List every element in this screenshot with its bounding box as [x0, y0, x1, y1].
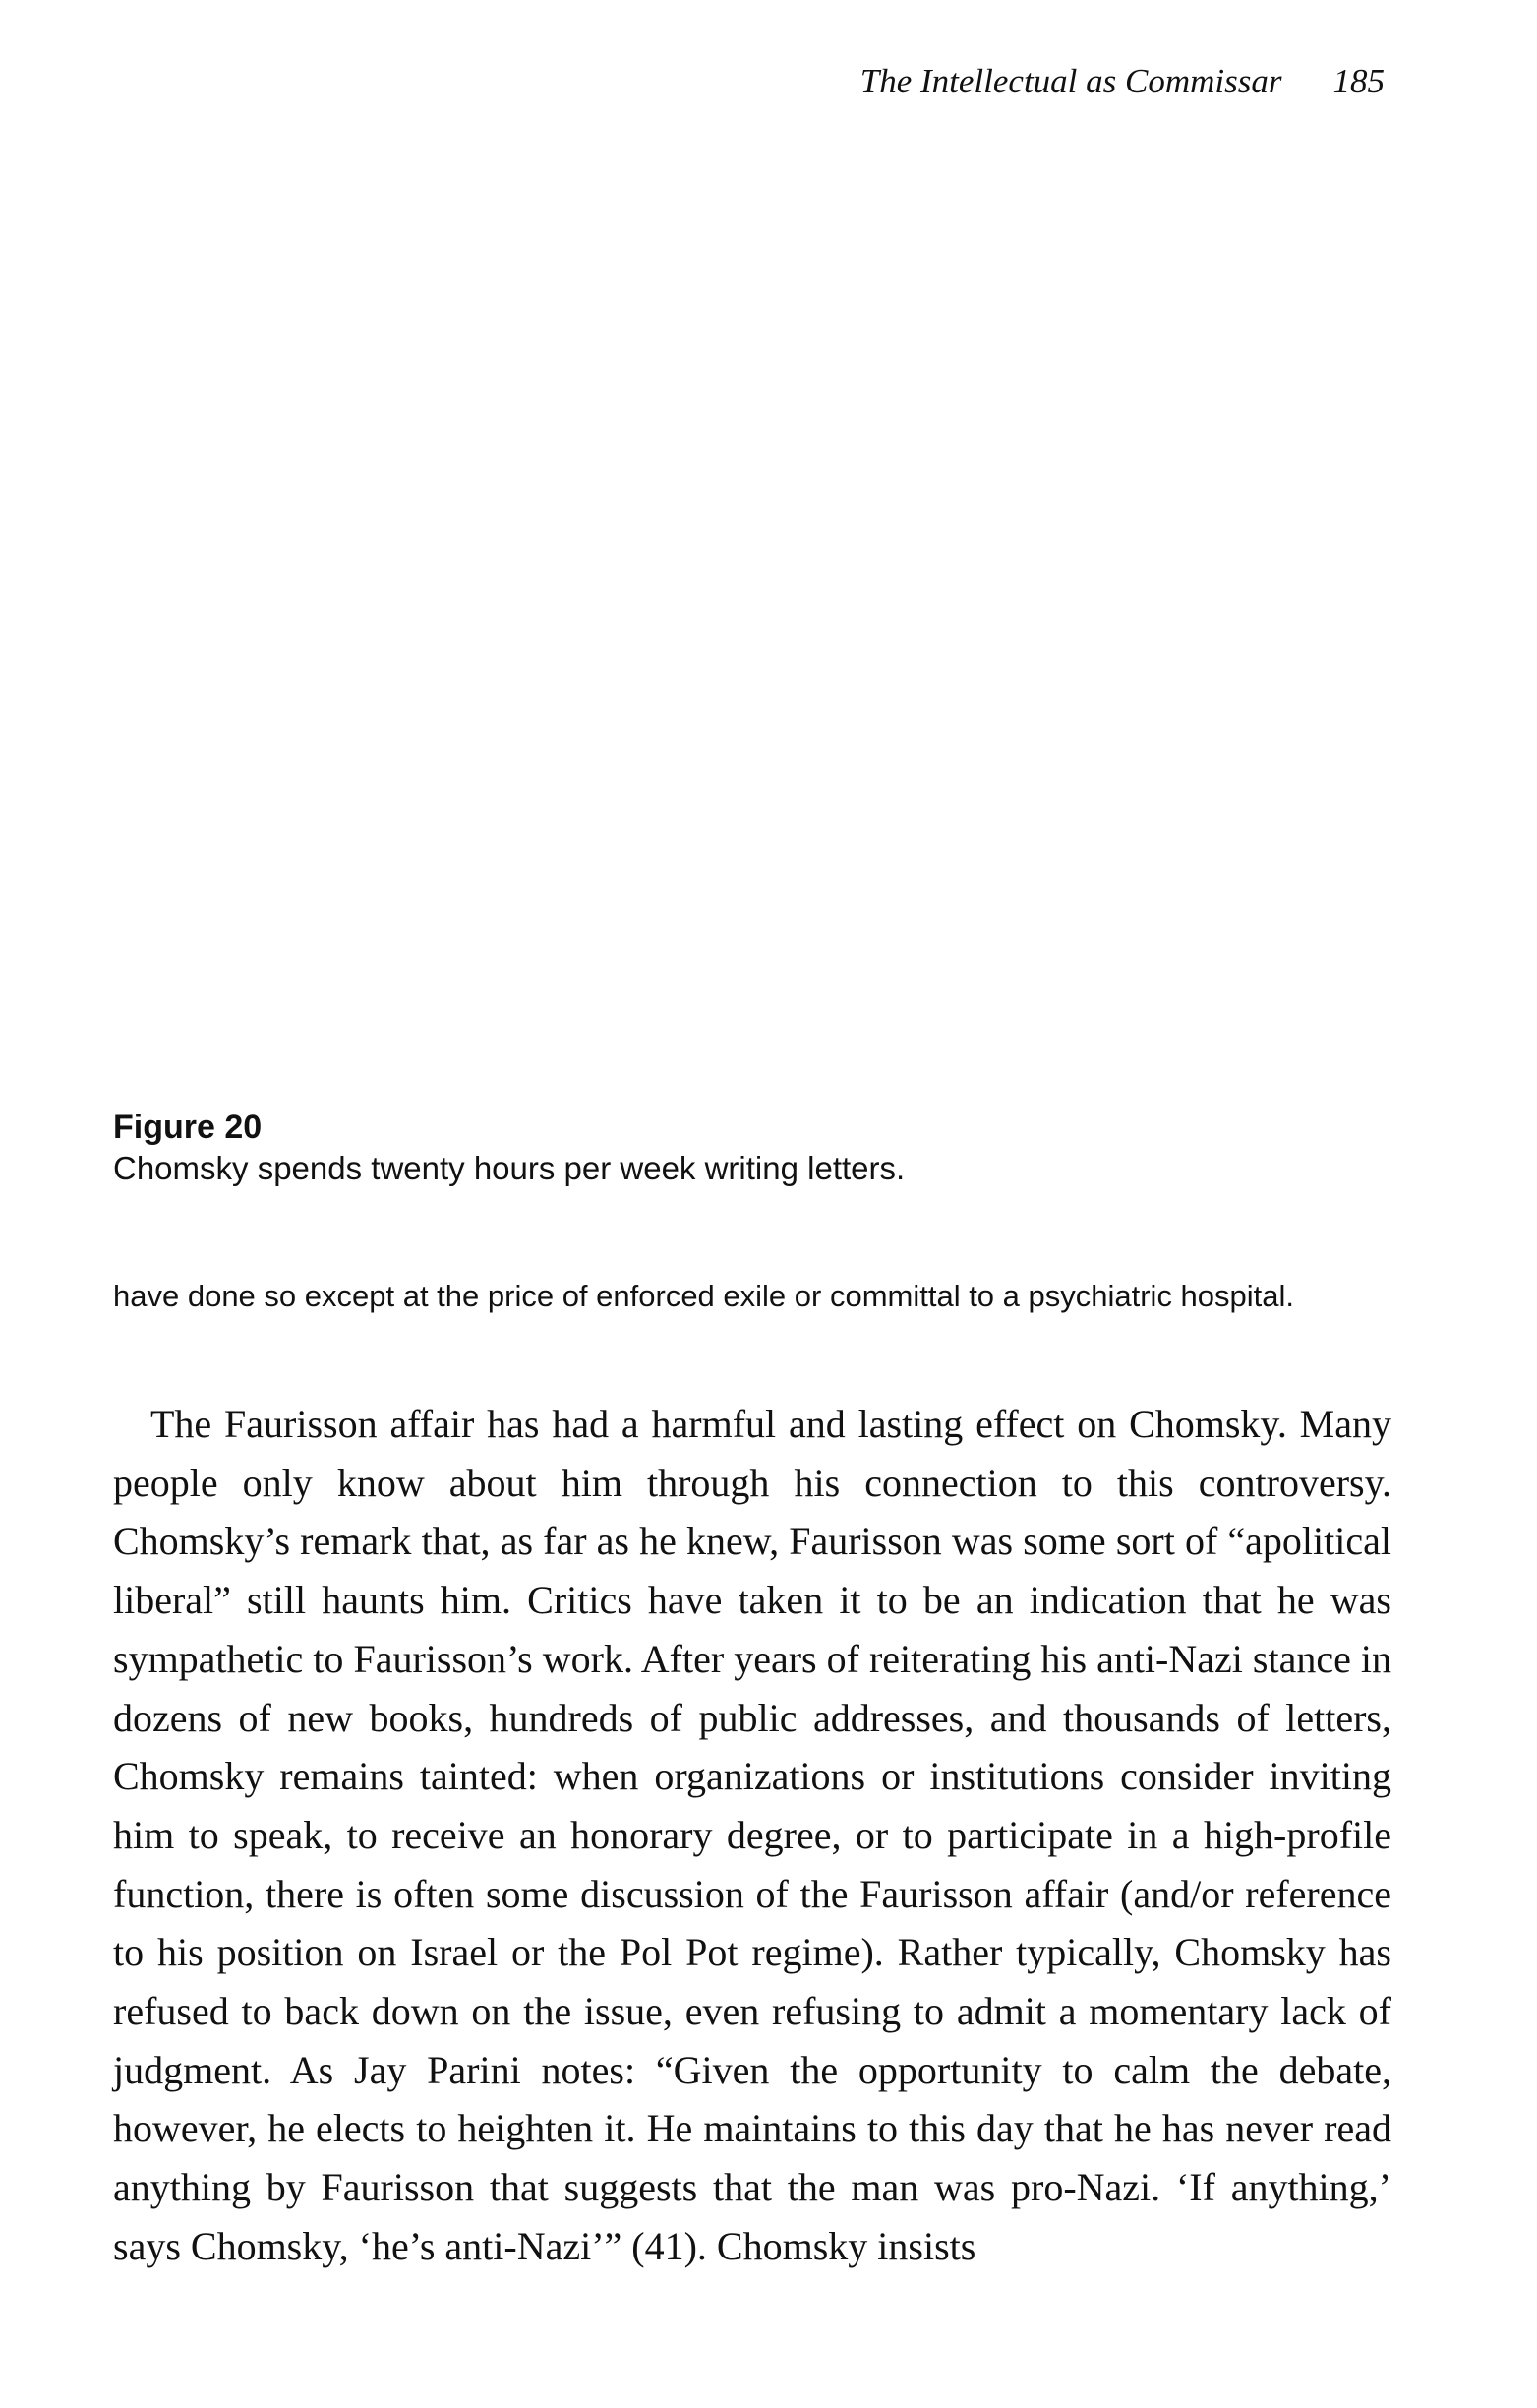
- running-title: The Intellectual as Commissar: [859, 62, 1282, 100]
- figure-caption: [113, 1107, 1391, 1189]
- body-paragraph: The Faurisson affair has had a harmful and lasting effect on Chomsky. Many people only know about him through his connection to this controversy. Chomsky’s remark that, as far as he knew, Faurisson was some sort of “apolitical liberal” still haunts him. Critics have taken it to be an indication that he was sympathetic to Faurisson’s work. After years of reiterating his anti-Nazi stance in dozens of new books, hundreds of public addresses, and thousands of letters, Chomsky remains tainted: when organizations or institutions consider inviting him to speak, to receive an honorary degree, or to participate in a high-profile function, there is often some discussion of the Faurisson affair (and/or reference to his position on Israel or the Pol Pot regime). Rather typically, Chomsky has refused to back down on the issue, even refusing to admit a momentary lack of judgment. As Jay Parini notes: “Given the opportunity to calm the debate, however, he elects to heighten it. He maintains to this day that he has never read anything by Faurisson that suggests that the man was pro-Nazi. ‘If anything,’ says Chomsky, ‘he’s anti-Nazi’” (41). Chomsky insists: [113, 1402, 1391, 2268]
- page-number: 185: [1332, 62, 1385, 100]
- figure-label: Figure 20: [113, 1109, 263, 1146]
- running-head: [860, 61, 1385, 102]
- figure-image-area: [113, 138, 1391, 1082]
- continued-paragraph: have done so except at the price of enforced exile or committal to a psychiatric hospital.: [113, 1279, 1295, 1313]
- figure-caption-text: Chomsky spends twenty hours per week writing letters.: [113, 1150, 906, 1186]
